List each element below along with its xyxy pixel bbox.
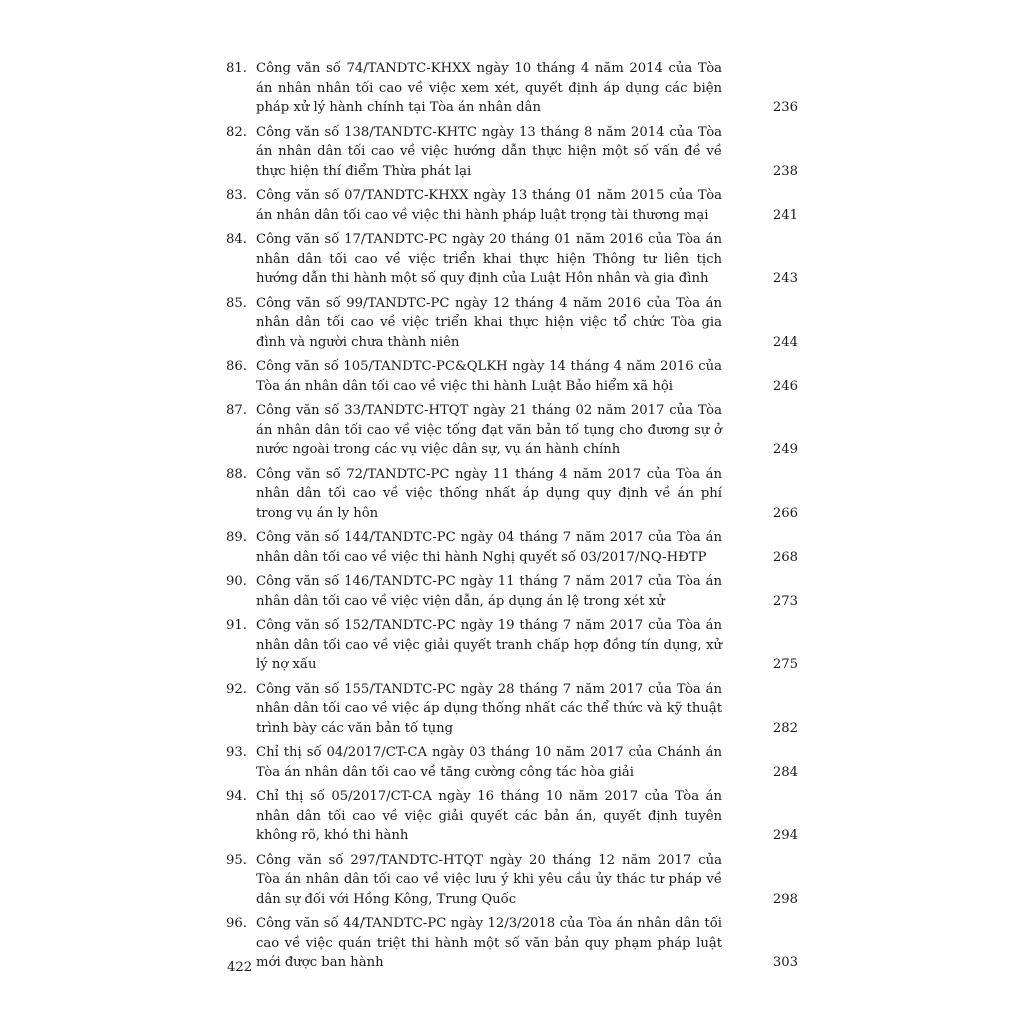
toc-entry <box>226 357 800 396</box>
toc-entry <box>226 743 800 782</box>
entry-title: Công văn số 07/TANDTC-KHXX ngày 13 tháng 01 năm 2015 của Tòa án nhân dân tối cao về việc thi hành pháp luật trọng tài thương mại <box>256 188 722 223</box>
entry-title: Công văn số 297/TANDTC-HTQT ngày 20 tháng 12 năm 2017 của Tòa án nhân dân tối cao về việc lưu ý khi yêu cầu ủy thác tư pháp về dân sự đối với Hồng Kông, Trung Quốc <box>256 852 722 907</box>
entry-page-number: 273 <box>772 593 798 609</box>
entry-number: 92. <box>226 681 247 697</box>
entry-page-number: 241 <box>772 207 798 223</box>
entry-number: 82. <box>226 124 247 140</box>
entry-page-number: 303 <box>772 955 798 970</box>
toc-entry <box>226 851 800 910</box>
entry-number: 88. <box>226 466 247 482</box>
entry-title: Công văn số 74/TANDTC-KHXX ngày 10 tháng 4 năm 2014 của Tòa án nhân nhân tối cao về việc xem xét, quyết định áp dụng các biện pháp xử lý hành chính tại Tòa án nhân dân <box>256 61 722 115</box>
entry-number: 91. <box>226 618 247 633</box>
entry-title: Công văn số 17/TANDTC-PC ngày 20 tháng 01 năm 2016 của Tòa án nhân dân tối cao về việc triển khai thực hiện Thông tư liên tịch hướng dẫn thi hành một số quy định của Luật Hôn nhân và gia đình <box>256 232 722 286</box>
entry-number: 86. <box>226 359 247 374</box>
entry-number: 85. <box>226 295 247 311</box>
entry-page-number: 236 <box>772 100 798 115</box>
toc-entry <box>226 294 800 353</box>
entry-number: 83. <box>226 188 247 203</box>
entry-title: Công văn số 33/TANDTC-HTQT ngày 21 tháng 02 năm 2017 của Tòa án nhân dân tối cao về việc tống đạt văn bản tố tụng cho đương sự ở nước ngoài trong các vụ việc dân sự, vụ án hành chính <box>256 403 722 457</box>
toc-entry <box>226 914 800 973</box>
entry-page-number: 249 <box>772 442 798 457</box>
entry-number: 87. <box>226 403 247 418</box>
entry-title: Công văn số 155/TANDTC-PC ngày 28 tháng 7 năm 2017 của Tòa án nhân dân tối cao về việc áp dụng thống nhất các thể thức và kỹ thuật trình bày các văn bản tố tụng <box>256 681 722 736</box>
toc-entry <box>226 123 800 182</box>
entry-page-number: 282 <box>772 720 798 736</box>
toc-entry <box>226 401 800 460</box>
entry-title: Chỉ thị số 05/2017/CT-CA ngày 16 tháng 10 năm 2017 của Tòa án nhân dân tối cao về việc giải quyết các bản án, quyết định tuyên không rõ, khó thi hành <box>256 789 722 843</box>
entry-page-number: 243 <box>772 271 798 286</box>
entry-page-number: 275 <box>772 657 798 672</box>
toc-entry <box>226 230 800 289</box>
entry-number: 96. <box>226 916 247 931</box>
toc-entry <box>226 616 800 675</box>
entry-number: 89. <box>226 530 247 545</box>
entry-title: Công văn số 72/TANDTC-PC ngày 11 tháng 4 năm 2017 của Tòa án nhân dân tối cao về việc thống nhất áp dụng quy định về án phí trong vụ án ly hôn <box>256 466 722 521</box>
entry-number: 84. <box>226 232 247 247</box>
entry-page-number: 238 <box>772 163 798 179</box>
entry-page-number: 298 <box>772 891 798 907</box>
entry-title: Chỉ thị số 04/2017/CT-CA ngày 03 tháng 10 năm 2017 của Chánh án Tòa án nhân dân tối cao về tăng cường công tác hòa giải <box>256 745 722 780</box>
entry-number: 90. <box>226 574 247 589</box>
entry-title: Công văn số 146/TANDTC-PC ngày 11 tháng 7 năm 2017 của Tòa án nhân dân tối cao về việc viện dẫn, áp dụng án lệ trong xét xử <box>256 574 722 609</box>
entry-title: Công văn số 99/TANDTC-PC ngày 12 tháng 4 năm 2016 của Tòa án nhân dân tối cao về việc triển khai thực hiện việc tổ chức Tòa gia đình và người chưa thành niên <box>256 295 722 350</box>
entry-title: Công văn số 105/TANDTC-PC&QLKH ngày 14 tháng 4 năm 2016 của Tòa án nhân dân tối cao về việc thi hành Luật Bảo hiểm xã hội <box>256 359 722 394</box>
toc-entry <box>226 528 800 567</box>
toc-entry <box>226 787 800 846</box>
entry-number: 95. <box>226 852 247 868</box>
toc-entry <box>226 59 800 118</box>
entry-page-number: 294 <box>772 828 798 843</box>
table-of-contents <box>226 59 800 978</box>
toc-entry <box>226 186 800 225</box>
entry-title: Công văn số 144/TANDTC-PC ngày 04 tháng 7 năm 2017 của Tòa án nhân dân tối cao về việc thi hành Nghị quyết số 03/2017/NQ-HĐTP <box>256 530 722 565</box>
toc-entry <box>226 572 800 611</box>
folio-page-number: 422 <box>227 960 253 975</box>
entry-number: 81. <box>226 61 247 76</box>
toc-entry <box>226 680 800 739</box>
toc-entry <box>226 465 800 524</box>
entry-number: 94. <box>226 789 247 804</box>
entry-title: Công văn số 152/TANDTC-PC ngày 19 tháng 7 năm 2017 của Tòa án nhân dân tối cao về việc giải quyết tranh chấp hợp đồng tín dụng, xử lý nợ xấu <box>256 618 722 672</box>
entry-page-number: 244 <box>772 334 798 350</box>
entry-page-number: 266 <box>772 505 798 521</box>
entry-page-number: 268 <box>772 549 798 565</box>
entry-title: Công văn số 44/TANDTC-PC ngày 12/3/2018 của Tòa án nhân dân tối cao về việc quán triệt thi hành một số văn bản quy phạm pháp luật mới được ban hành <box>256 916 722 970</box>
entry-page-number: 246 <box>772 378 798 394</box>
entry-number: 93. <box>226 745 247 760</box>
entry-page-number: 284 <box>772 764 798 780</box>
entry-title: Công văn số 138/TANDTC-KHTC ngày 13 tháng 8 năm 2014 của Tòa án nhân dân tối cao về việc hướng dẫn thực hiện một số vấn đề về thực hiện thí điểm Thừa phát lại <box>256 124 722 179</box>
